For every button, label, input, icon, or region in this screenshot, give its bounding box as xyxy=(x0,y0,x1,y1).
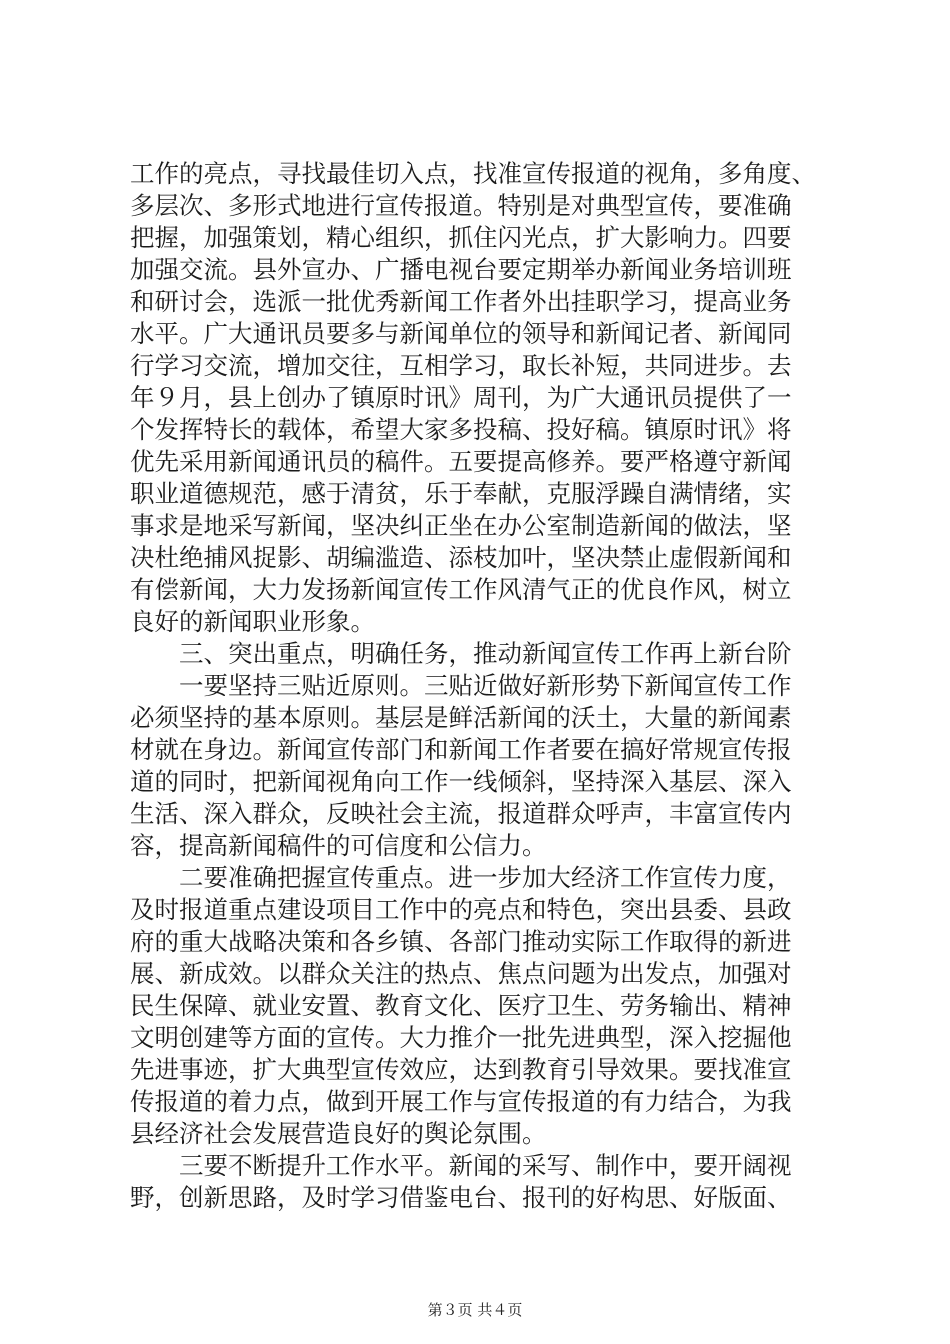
text-line: 良好的新闻职业形象。 xyxy=(130,607,375,636)
text-line: 有偿新闻，大力发扬新闻宣传工作风清气正的优良作风，树立 xyxy=(130,575,792,604)
text-line: 三要不断提升工作水平。新闻的采写、制作中，要开阔视 xyxy=(130,1151,792,1180)
section-heading: 三、突出重点，明确任务，推动新闻宣传工作再上新台阶 xyxy=(130,639,792,668)
text-line: 加强交流。县外宣办、广播电视台要定期举办新闻业务培训班 xyxy=(130,255,792,284)
text-line: 事求是地采写新闻，坚决纠正坐在办公室制造新闻的做法，坚 xyxy=(130,511,792,540)
text-line: 材就在身边。新闻宣传部门和新闻工作者要在搞好常规宣传报 xyxy=(130,735,792,764)
text-line: 行学习交流，增加交往，互相学习，取长补短，共同进步。去 xyxy=(130,351,792,380)
text-line: 县经济社会发展营造良好的舆论氛围。 xyxy=(130,1119,547,1148)
text-line: 把握，加强策划，精心组织，抓住闪光点，扩大影响力。四要 xyxy=(130,223,792,252)
text-line: 决杜绝捕风捉影、胡编滥造、添枝加叶，坚决禁止虚假新闻和 xyxy=(130,543,792,572)
text-line: 二要准确把握宣传重点。进一步加大经济工作宣传力度， xyxy=(130,863,792,892)
text-line: 及时报道重点建设项目工作中的亮点和特色，突出县委、县政 xyxy=(130,895,792,924)
text-line: 年９月，县上创办了镇原时讯》周刊，为广大通讯员提供了一 xyxy=(130,383,792,412)
text-line: 文明创建等方面的宣传。大力推介一批先进典型，深入挖掘他 xyxy=(130,1023,792,1052)
text-line: 民生保障、就业安置、教育文化、医疗卫生、劳务输出、精神 xyxy=(130,991,792,1020)
text-line: 容，提高新闻稿件的可信度和公信力。 xyxy=(130,831,547,860)
text-line: 水平。广大通讯员要多与新闻单位的领导和新闻记者、新闻同 xyxy=(130,319,792,348)
text-line: 工作的亮点，寻找最佳切入点，找准宣传报道的视角，多角度、 xyxy=(130,159,816,188)
text-line: 和研讨会，选派一批优秀新闻工作者外出挂职学习，提高业务 xyxy=(130,287,792,316)
text-line: 必须坚持的基本原则。基层是鲜活新闻的沃土，大量的新闻素 xyxy=(130,703,792,732)
text-line: 个发挥特长的载体，希望大家多投稿、投好稿。镇原时讯》将 xyxy=(130,415,792,444)
text-line: 先进事迹，扩大典型宣传效应，达到教育引导效果。要找准宣 xyxy=(130,1055,792,1084)
text-line: 多层次、多形式地进行宣传报道。特别是对典型宣传，要准确 xyxy=(130,191,792,220)
text-line: 府的重大战略决策和各乡镇、各部门推动实际工作取得的新进 xyxy=(130,927,792,956)
text-line: 野，创新思路，及时学习借鉴电台、报刊的好构思、好版面、 xyxy=(130,1183,792,1212)
text-line: 生活、深入群众，反映社会主流，报道群众呼声，丰富宣传内 xyxy=(130,799,792,828)
text-line: 展、新成效。以群众关注的热点、焦点问题为出发点，加强对 xyxy=(130,959,792,988)
text-line: 传报道的着力点，做到开展工作与宣传报道的有力结合，为我 xyxy=(130,1087,792,1116)
text-line: 职业道德规范，感于清贫，乐于奉献，克服浮躁自满情绪，实 xyxy=(130,479,792,508)
body-text xyxy=(130,158,835,1214)
text-line: 优先采用新闻通讯员的稿件。五要提高修养。要严格遵守新闻 xyxy=(130,447,792,476)
text-line: 一要坚持三贴近原则。三贴近做好新形势下新闻宣传工作 xyxy=(130,671,792,700)
text-line: 道的同时，把新闻视角向工作一线倾斜，坚持深入基层、深入 xyxy=(130,767,792,796)
page-footer: 第３页 共４页 xyxy=(427,1301,523,1319)
